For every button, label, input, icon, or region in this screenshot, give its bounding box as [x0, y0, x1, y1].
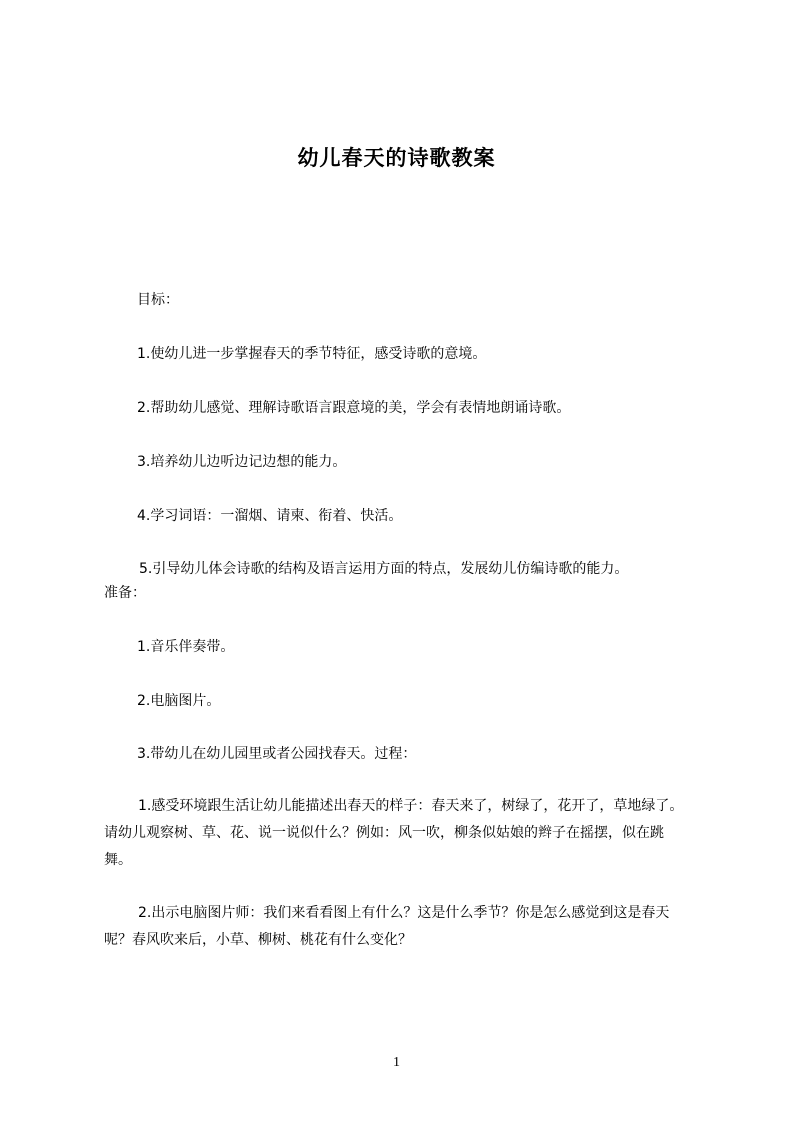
prep-item-3: 3.带幼儿在幼儿园里或者公园找春天。过程： — [137, 746, 417, 762]
prep-item-1: 1.音乐伴奏带。 — [137, 639, 235, 655]
page-number: 1 — [393, 1055, 400, 1070]
prep-item-2: 2.电脑图片。 — [137, 693, 221, 709]
goal-item-4: 4.学习词语：一溜烟、请柬、衔着、快活。 — [137, 508, 403, 524]
goal-item-3: 3.培养幼儿边听边记边想的能力。 — [137, 454, 347, 470]
process-item-1: 1.感受环境跟生活让幼儿能描述出春天的样子：春天来了，树绿了，花开了，草地绿了。请幼儿观察树、草、花、说一说似什么？例如：风一吹，柳条似姑娘的辫子在摇摆，似在跳舞。 — [104, 798, 684, 868]
goal-item-2: 2.帮助幼儿感觉、理解诗歌语言跟意境的美，学会有表情地朗诵诗歌。 — [137, 400, 571, 416]
goal-item-1: 1.使幼儿进一步掌握春天的季节特征，感受诗歌的意境。 — [137, 346, 487, 362]
prep-heading: 准备： — [104, 585, 146, 601]
goal-item-5: 5.引导幼儿体会诗歌的结构及语言运用方面的特点，发展幼儿仿编诗歌的能力。 — [139, 561, 629, 577]
goals-heading: 目标： — [137, 292, 179, 308]
process-item-2: 2.出示电脑图片师：我们来看看图上有什么？这是什么季节？你是怎么感觉到这是春天呢？春风吹来后，小草、柳树、桃花有什么变化？ — [104, 905, 670, 948]
document-title: 幼儿春天的诗歌教案 — [297, 146, 496, 170]
